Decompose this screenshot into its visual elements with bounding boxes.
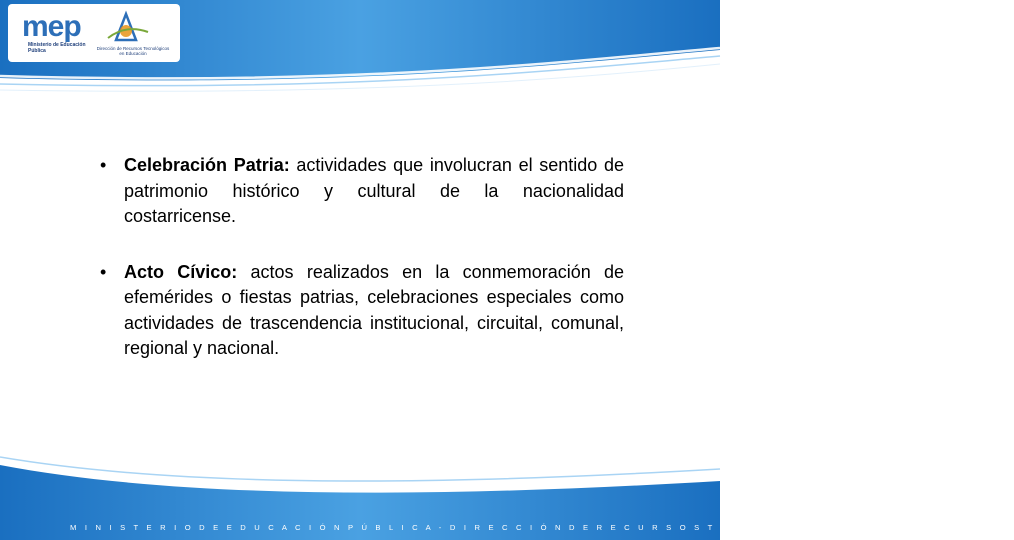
- bullet-text: actos realizados en la conmemoración de efemérides o fiestas patrias, celebraciones especiales como actividades de trascendencia institucional, circuital, comunal, regional y nacional.: [124, 261, 625, 358]
- mep-logo-caption: Ministerio de Educación Pública: [28, 42, 86, 54]
- mep-logo: [22, 10, 92, 58]
- mep-logo-wordmark: mep: [22, 10, 81, 43]
- bullet-term: Acto Cívico:: [124, 261, 238, 282]
- bullet-text: actividades que involucran el sentido de patrimonio histórico y cultural de la nacionalidad costarricense.: [124, 155, 624, 226]
- footer-band: [0, 455, 1014, 540]
- bullet-item-celebracion-patria: [90, 153, 624, 230]
- drtec-logo: [96, 10, 170, 58]
- bullet-item-acto-civico: [90, 260, 624, 362]
- header-band: [0, 0, 720, 100]
- footer-text: M I N I S T E R I O D E E D U C A C I Ó N P Ú B L I C A - D I R E C C I Ó N D E R E C U R S O S T E C N O L Ó G I C O S E N E D U C A C I Ó N: [70, 523, 1014, 532]
- drtec-emblem-icon: [96, 10, 170, 46]
- bullet-marker: •: [100, 155, 107, 175]
- bullet-marker: •: [100, 261, 107, 282]
- bullet-list: [90, 153, 624, 392]
- drtec-logo-caption: Dirección de Recursos Tecnológicos en Educación: [96, 46, 170, 56]
- bullet-term: Celebración Patria:: [124, 155, 290, 175]
